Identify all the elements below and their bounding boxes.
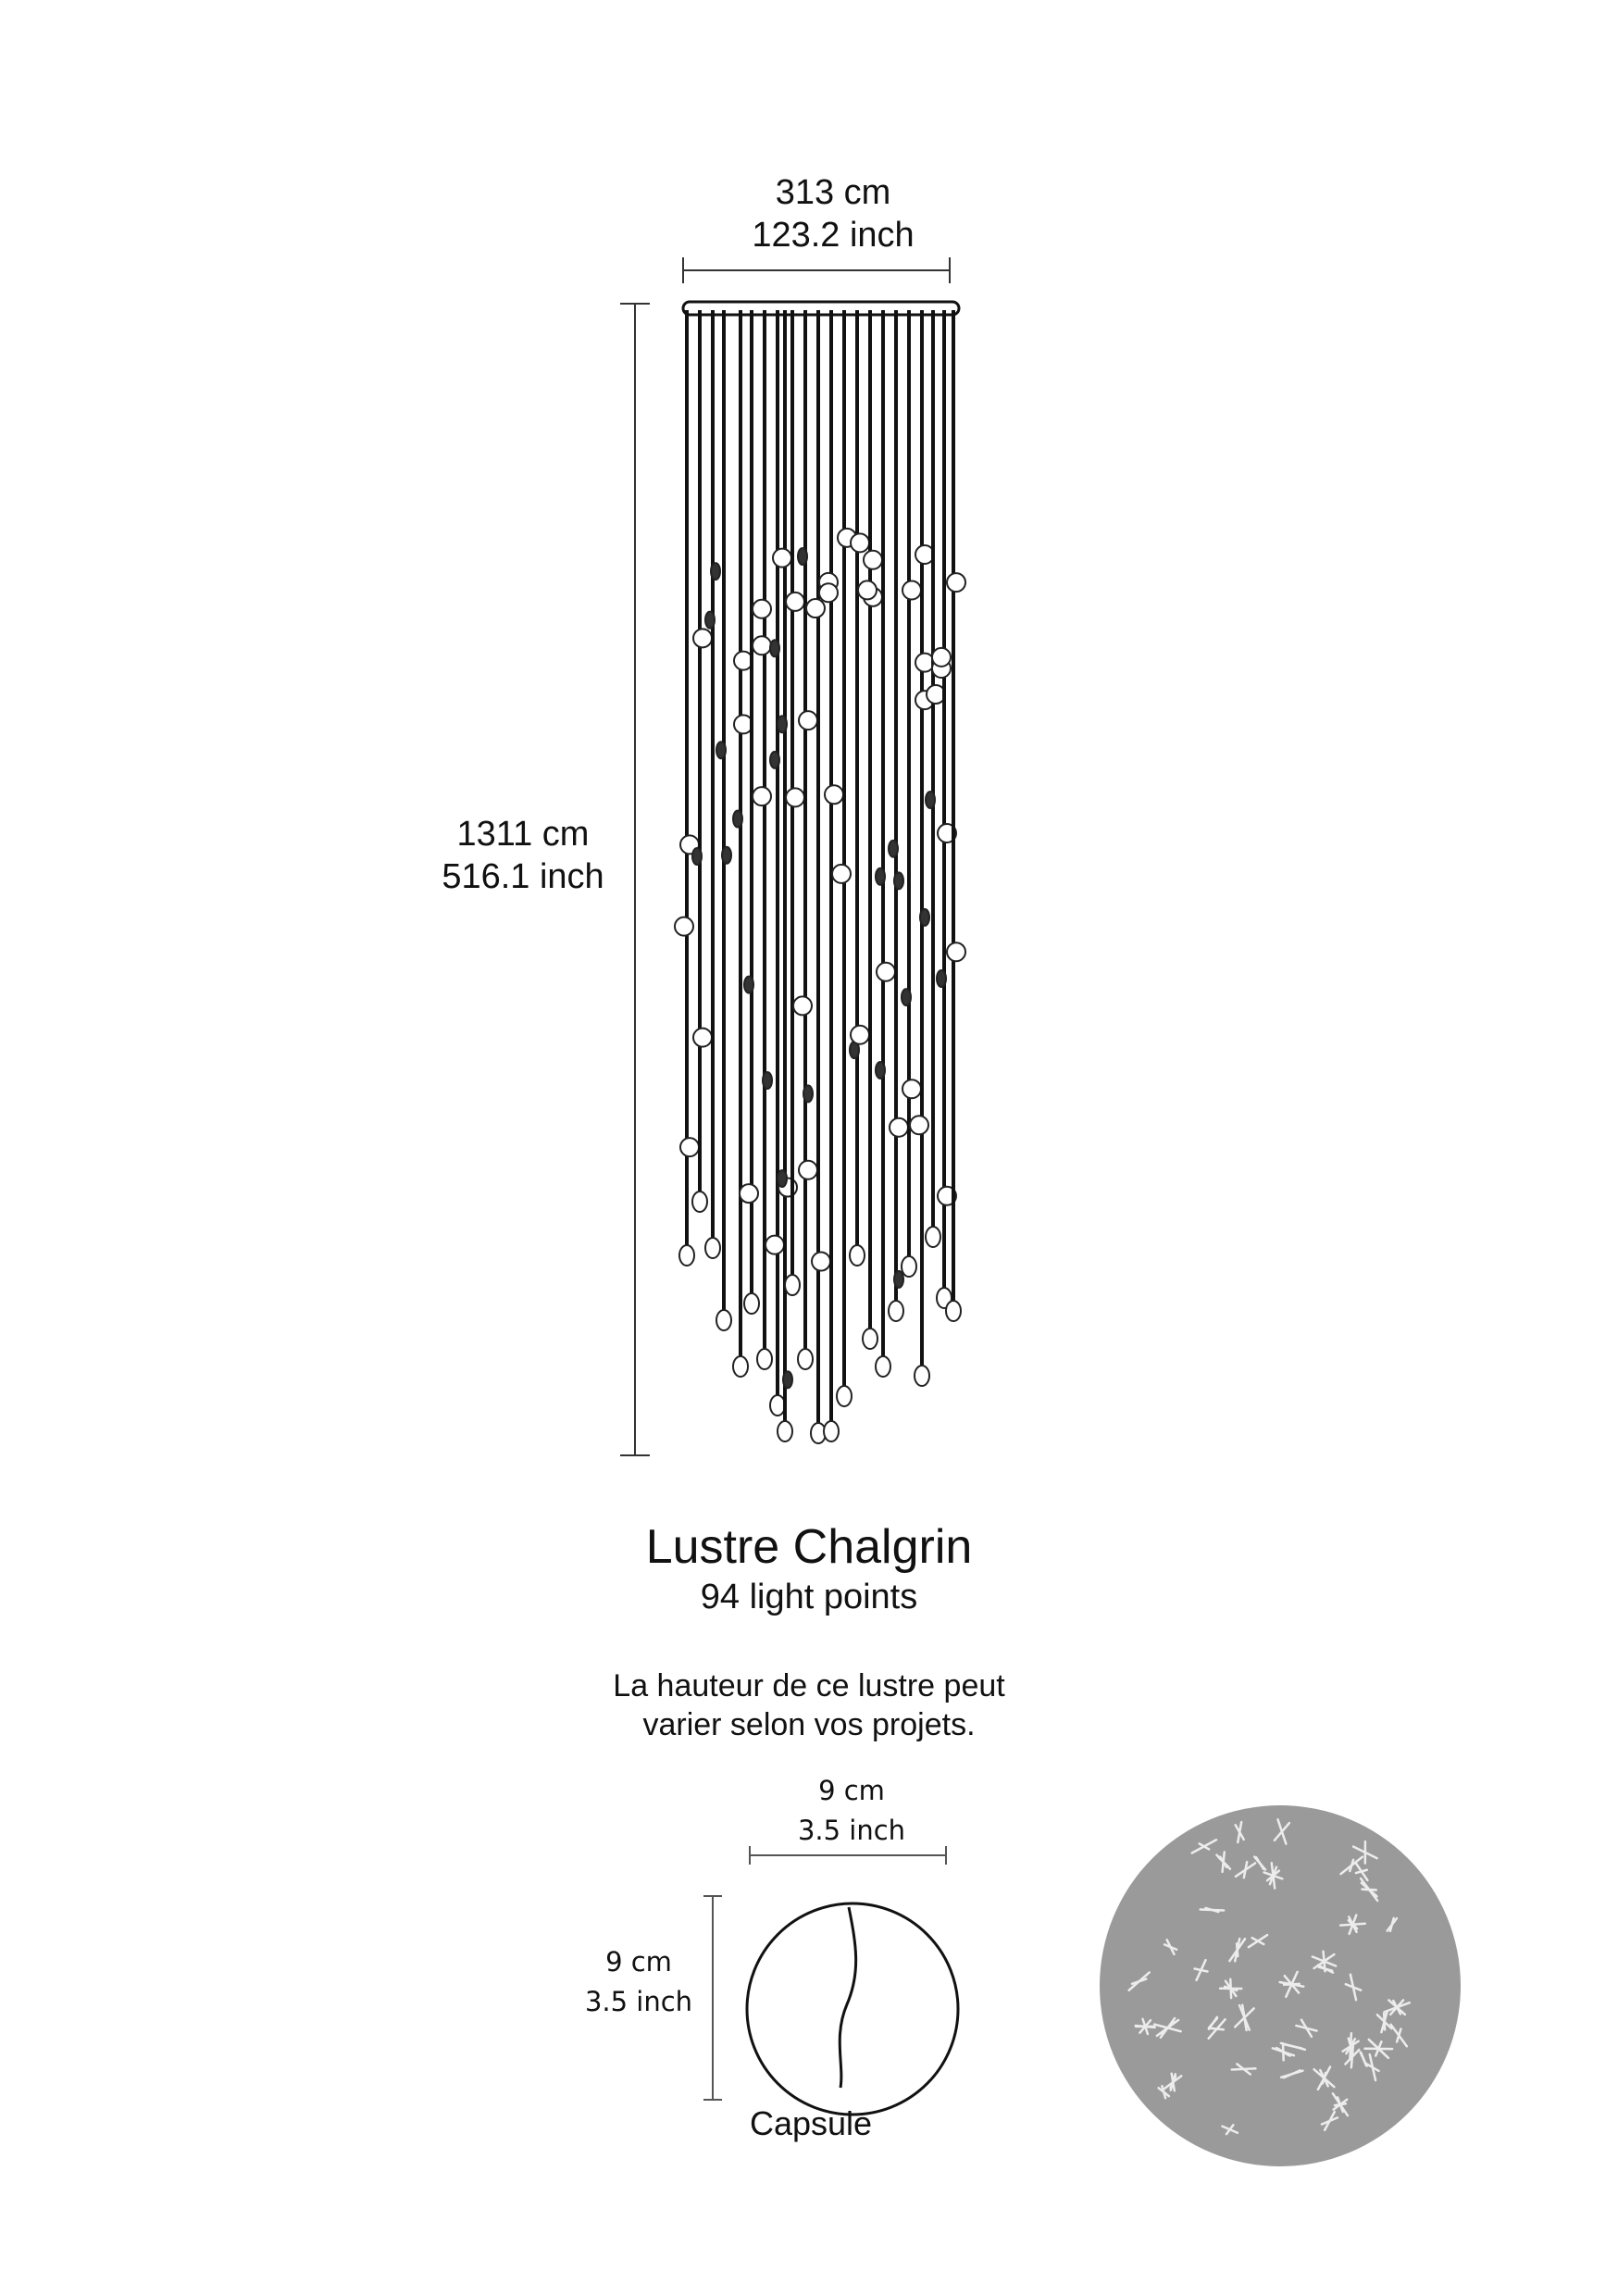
- end-bead: [876, 1356, 890, 1377]
- glass-bead: [902, 580, 921, 599]
- glass-bead: [770, 640, 779, 656]
- glass-bead: [806, 599, 825, 618]
- end-bead: [679, 1245, 694, 1266]
- glass-bead: [783, 1371, 792, 1388]
- glass-bead: [799, 711, 817, 730]
- glass-bead: [877, 963, 895, 981]
- capsule-height-cm: 9 cm: [605, 1946, 672, 1978]
- product-title: Lustre Chalgrin: [645, 1520, 973, 1574]
- glass-bead: [705, 612, 715, 629]
- glass-bead: [864, 551, 882, 569]
- end-bead: [926, 1227, 940, 1247]
- glass-bead: [675, 917, 693, 936]
- glass-bead: [937, 970, 946, 987]
- glass-bead: [851, 533, 869, 552]
- glass-bead: [793, 996, 812, 1015]
- end-bead: [770, 1395, 785, 1416]
- chandelier-rods: [675, 310, 965, 1443]
- sparkle-mark: [1201, 1909, 1224, 1910]
- capsule-height-inch: 3.5 inch: [584, 1986, 693, 2017]
- end-bead: [692, 1192, 707, 1212]
- glass-bead: [773, 549, 791, 568]
- glass-bead: [799, 1161, 817, 1179]
- glass-bead: [722, 847, 731, 864]
- height-note: [439, 1666, 1179, 1744]
- glass-bead: [926, 792, 935, 808]
- capsule-width-label: [713, 1771, 990, 1851]
- glass-bead: [902, 989, 911, 1005]
- glass-bead: [858, 580, 877, 599]
- glass-bead: [778, 716, 787, 732]
- glass-bead: [819, 583, 838, 602]
- height-note-line1: La hauteur de ce lustre peut: [613, 1668, 1005, 1703]
- glass-bead: [753, 787, 771, 805]
- glass-bead: [910, 1116, 928, 1134]
- end-bead: [744, 1293, 759, 1314]
- end-bead: [733, 1356, 748, 1377]
- glass-bead: [693, 629, 712, 647]
- glass-bead: [894, 872, 903, 889]
- glass-bead: [889, 841, 898, 857]
- end-bead: [915, 1366, 929, 1386]
- glass-bead: [770, 752, 779, 768]
- capsule-height-label: [532, 1942, 745, 2022]
- end-bead: [863, 1329, 877, 1349]
- end-bead: [716, 1310, 731, 1330]
- end-bead: [778, 1421, 792, 1441]
- glass-bead: [733, 811, 742, 828]
- glass-bead: [947, 573, 965, 592]
- glass-bead: [763, 1072, 772, 1089]
- capsule-diagram: [747, 1903, 958, 2115]
- glass-bead: [803, 1085, 813, 1102]
- glass-bead: [753, 636, 771, 655]
- glass-bead: [825, 785, 843, 804]
- capsule-width-cm: 9 cm: [818, 1775, 885, 1806]
- end-bead: [824, 1421, 839, 1441]
- glass-bead: [812, 1253, 830, 1271]
- glass-bead: [902, 1079, 921, 1098]
- end-bead: [902, 1256, 916, 1277]
- width-cm: 313 cm: [775, 173, 891, 212]
- glass-bead: [744, 977, 753, 993]
- capsule-width-inch: 3.5 inch: [797, 1815, 906, 1846]
- glass-bead: [932, 648, 951, 667]
- end-bead: [705, 1238, 720, 1258]
- glass-bead: [692, 848, 702, 865]
- height-cm: 1311 cm: [456, 815, 590, 854]
- glass-bead: [947, 942, 965, 961]
- glass-bead: [765, 1236, 784, 1254]
- glass-bead: [786, 788, 804, 806]
- glass-bead: [680, 1138, 699, 1156]
- height-inch: 516.1 inch: [442, 857, 604, 896]
- end-bead: [785, 1275, 800, 1295]
- glass-bead: [716, 742, 726, 758]
- end-bead: [946, 1301, 961, 1321]
- end-bead: [850, 1245, 865, 1266]
- height-note-line2: varier selon vos projets.: [642, 1707, 976, 1742]
- end-bead: [798, 1349, 813, 1369]
- glass-bead: [890, 1118, 908, 1137]
- glass-bead: [876, 868, 885, 885]
- capsule-name: Capsule: [749, 2104, 873, 2142]
- end-bead: [757, 1349, 772, 1369]
- glass-bead: [740, 1184, 758, 1203]
- glass-bead: [753, 600, 771, 618]
- glass-bead: [894, 1271, 903, 1288]
- glass-finish-swatch: [1100, 1805, 1461, 2166]
- end-bead: [889, 1301, 903, 1321]
- glass-bead: [851, 1026, 869, 1044]
- glass-bead: [711, 563, 720, 580]
- glass-bead: [693, 1029, 712, 1047]
- height-dimension-line: [620, 304, 650, 1455]
- glass-bead: [832, 865, 851, 883]
- light-points: 94 light points: [700, 1578, 918, 1616]
- glass-bead: [876, 1062, 885, 1079]
- end-bead: [837, 1386, 852, 1406]
- width-dimension-line: [683, 257, 950, 283]
- glass-bead: [798, 548, 807, 565]
- glass-bead: [920, 909, 929, 926]
- glass-bead: [778, 1170, 787, 1187]
- width-inch: 123.2 inch: [752, 216, 915, 255]
- glass-bead: [786, 593, 804, 611]
